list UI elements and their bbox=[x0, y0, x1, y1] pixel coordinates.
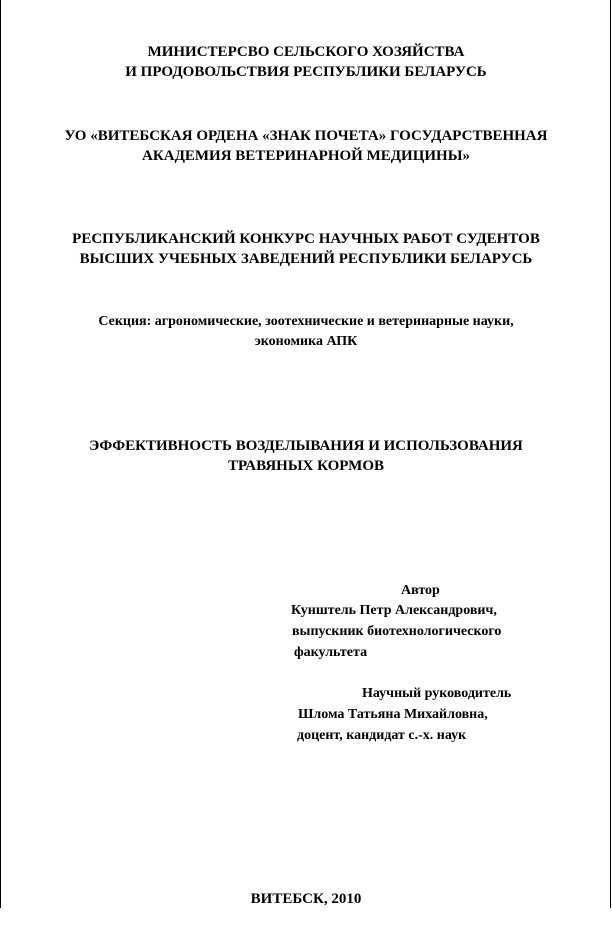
work-title-line-2: ТРАВЯНЫХ КОРМОВ bbox=[227, 458, 385, 474]
author-name: Кунштель Петр Александрович, bbox=[291, 603, 497, 618]
ministry-line-2: И ПРОДОВОЛЬСТВИЯ РЕСПУБЛИКИ БЕЛАРУСЬ bbox=[125, 64, 487, 80]
section-line-2: экономика АПК bbox=[254, 334, 358, 349]
supervisor-name: Шлома Татьяна Михайловна, bbox=[298, 707, 488, 722]
contest-line-1: РЕСПУБЛИКАНСКИЙ КОНКУРС НАУЧНЫХ РАБОТ СУДЕНТОВ bbox=[72, 231, 540, 247]
ministry-line-1: МИНИСТЕРСВО СЕЛЬСКОГО ХОЗЯЙСТВА bbox=[147, 44, 465, 60]
author-position-line-1: выпускник биотехнологического bbox=[292, 624, 502, 639]
author-position-line-2: факультета bbox=[294, 645, 368, 660]
contest-line-2: ВЫСШИХ УЧЕБНЫХ ЗАВЕДЕНИЙ РЕСПУБЛИКИ БЕЛАРУСЬ bbox=[79, 251, 533, 267]
work-title-line-1: ЭФФЕКТИВНОСТЬ ВОЗДЕЛЫВАНИЯ И ИСПОЛЬЗОВАНИЯ bbox=[89, 438, 523, 454]
supervisor-position: доцент, кандидат с.-х. наук bbox=[297, 728, 467, 743]
supervisor-label: Научный руководитель bbox=[362, 686, 512, 701]
academy-line-2: АКАДЕМИЯ ВЕТЕРИНАРНОЙ МЕДИЦИНЫ» bbox=[142, 148, 470, 164]
academy-line-1: УО «ВИТЕБСКАЯ ОРДЕНА «ЗНАК ПОЧЕТА» ГОСУДАРСТВЕННАЯ bbox=[64, 128, 548, 144]
city-year: ВИТЕБСК, 2010 bbox=[250, 891, 362, 907]
section-line-1: Секция: агрономические, зоотехнические и ветеринарные науки, bbox=[98, 314, 514, 329]
author-label: Автор bbox=[401, 583, 440, 598]
